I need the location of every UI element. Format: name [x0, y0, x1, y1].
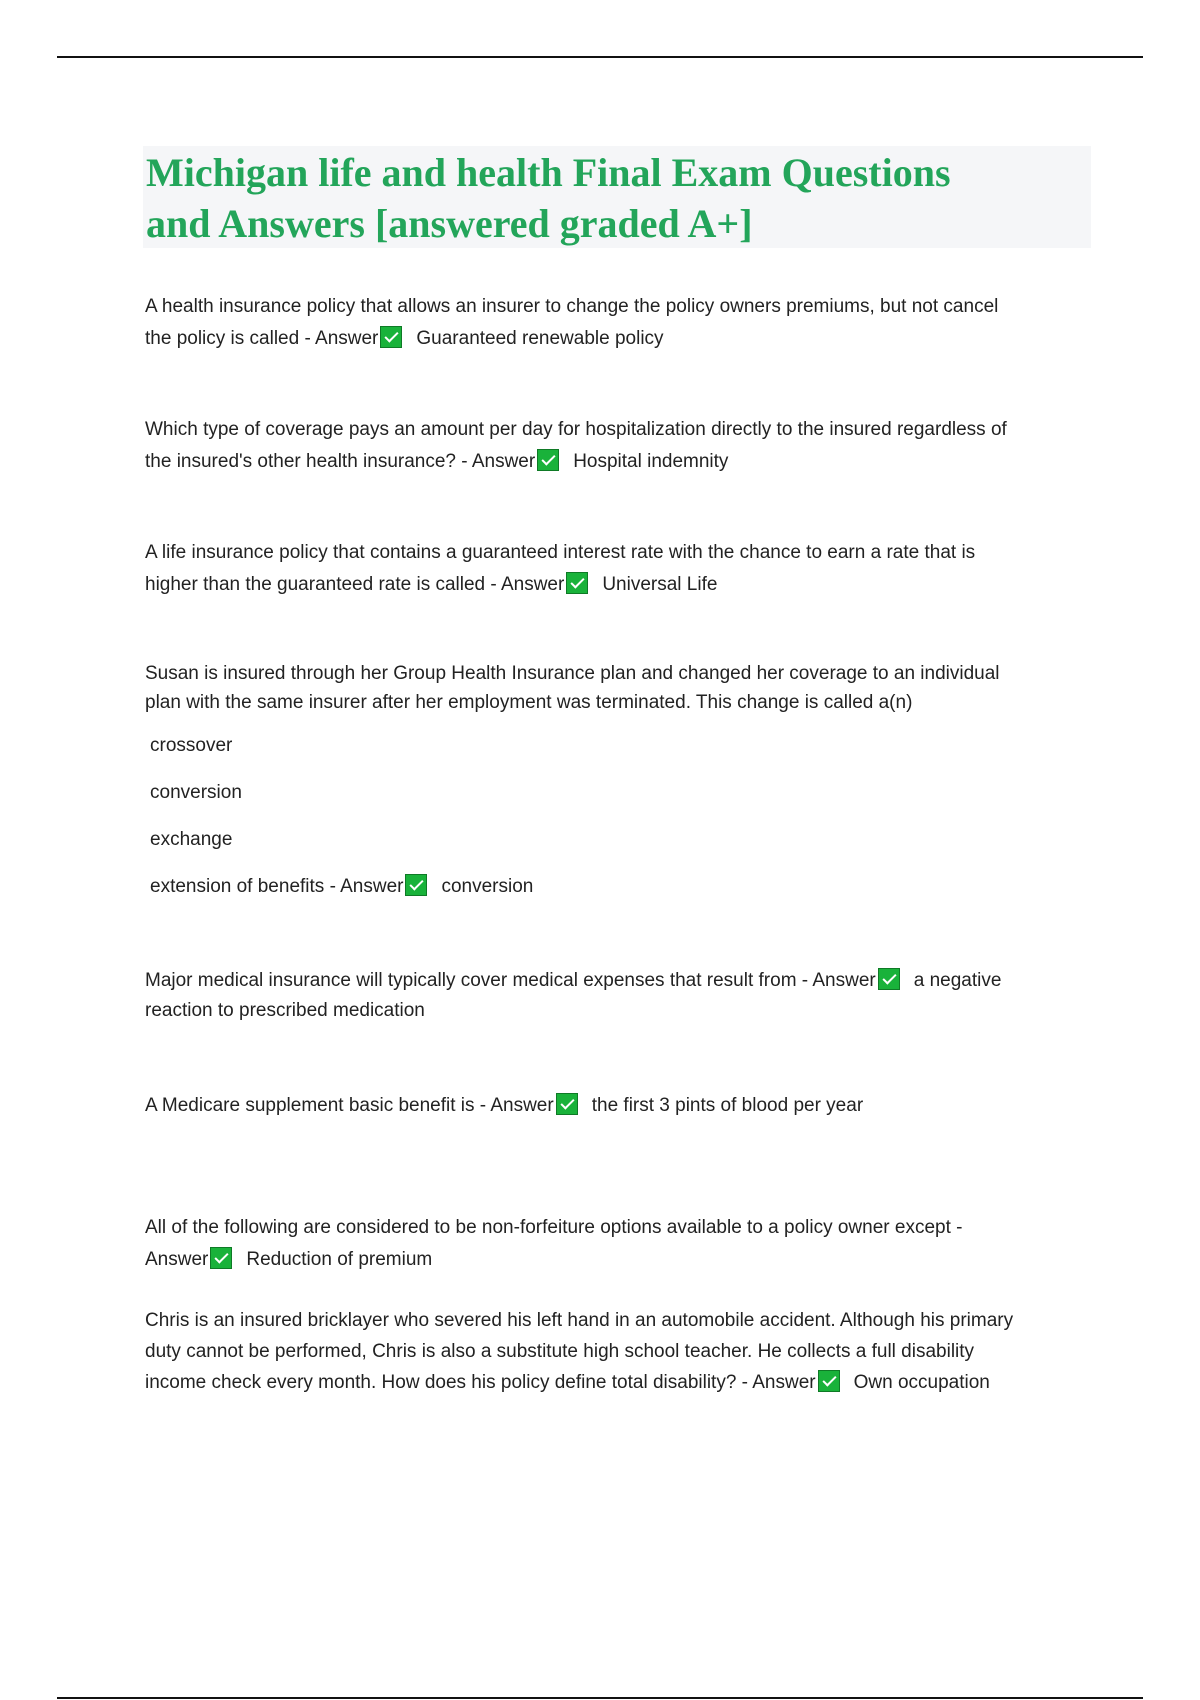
option-item: conversion — [150, 782, 242, 803]
question-text: higher than the guaranteed rate is called - Answer — [145, 574, 565, 595]
title-line-1: Michigan life and health Final Exam Questions — [146, 150, 951, 195]
qa-item-6 — [145, 1090, 1085, 1122]
qa-item-3 — [145, 537, 1085, 601]
option-item: crossover — [150, 735, 233, 756]
answer-text: a negative — [913, 970, 1002, 991]
question-text: A Medicare supplement basic benefit is - Answer — [145, 1095, 554, 1116]
qa-item-2 — [145, 414, 1085, 478]
green-checkmark-icon — [818, 1370, 840, 1392]
title-line-2: and Answers [answered graded A+] — [146, 201, 753, 246]
answer-text: Universal Life — [602, 574, 718, 595]
page-title — [146, 147, 1086, 249]
green-checkmark-icon — [878, 968, 900, 990]
green-checkmark-icon — [566, 572, 588, 594]
option-list — [145, 722, 1085, 910]
answer-text: Reduction of premium — [246, 1249, 433, 1270]
option-item: extension of benefits - Answer — [150, 876, 404, 897]
question-text: Chris is an insured bricklayer who severed his left hand in an automobile accident. Although his primary — [145, 1310, 1014, 1331]
question-text: the insured's other health insurance? - Answer — [145, 451, 536, 472]
question-text: Susan is insured through her Group Health Insurance plan and changed her coverage to an individual — [145, 663, 1000, 684]
question-text: the policy is called - Answer — [145, 328, 379, 349]
question-text: All of the following are considered to be non-forfeiture options available to a policy owner except - — [145, 1217, 963, 1238]
answer-text: Hospital indemnity — [573, 451, 729, 472]
answer-text: Own occupation — [853, 1372, 990, 1393]
qa-item-4 — [145, 659, 1085, 910]
question-text: Answer — [145, 1249, 209, 1270]
question-text: duty cannot be performed, Chris is also a substitute high school teacher. He collects a full disability — [145, 1341, 975, 1362]
qa-item-8 — [145, 1305, 1085, 1398]
option-item: exchange — [150, 829, 233, 850]
qa-item-5 — [145, 966, 1085, 1026]
green-checkmark-icon — [556, 1093, 578, 1115]
green-checkmark-icon — [210, 1247, 232, 1269]
footer-rule — [57, 1697, 1143, 1699]
green-checkmark-icon — [537, 449, 559, 471]
question-text: A health insurance policy that allows an insurer to change the policy owners premiums, but not cancel — [145, 296, 999, 317]
green-checkmark-icon — [405, 874, 427, 896]
answer-text: conversion — [441, 876, 534, 897]
header-rule — [57, 56, 1143, 58]
answer-text: Guaranteed renewable policy — [416, 328, 664, 349]
qa-item-7 — [145, 1212, 1085, 1276]
question-text: income check every month. How does his policy define total disability? - Answer — [145, 1372, 816, 1393]
question-text: A life insurance policy that contains a guaranteed interest rate with the chance to earn a rate that is — [145, 542, 976, 563]
question-text: Which type of coverage pays an amount per day for hospitalization directly to the insured regardless of — [145, 419, 1007, 440]
qa-item-1 — [145, 291, 1085, 355]
question-text: plan with the same insurer after her employment was terminated. This change is called a(n) — [145, 692, 913, 713]
answer-text: reaction to prescribed medication — [145, 1000, 425, 1021]
question-text: Major medical insurance will typically cover medical expenses that result from - Answer — [145, 970, 876, 991]
answer-text: the first 3 pints of blood per year — [591, 1095, 864, 1116]
green-checkmark-icon — [380, 326, 402, 348]
